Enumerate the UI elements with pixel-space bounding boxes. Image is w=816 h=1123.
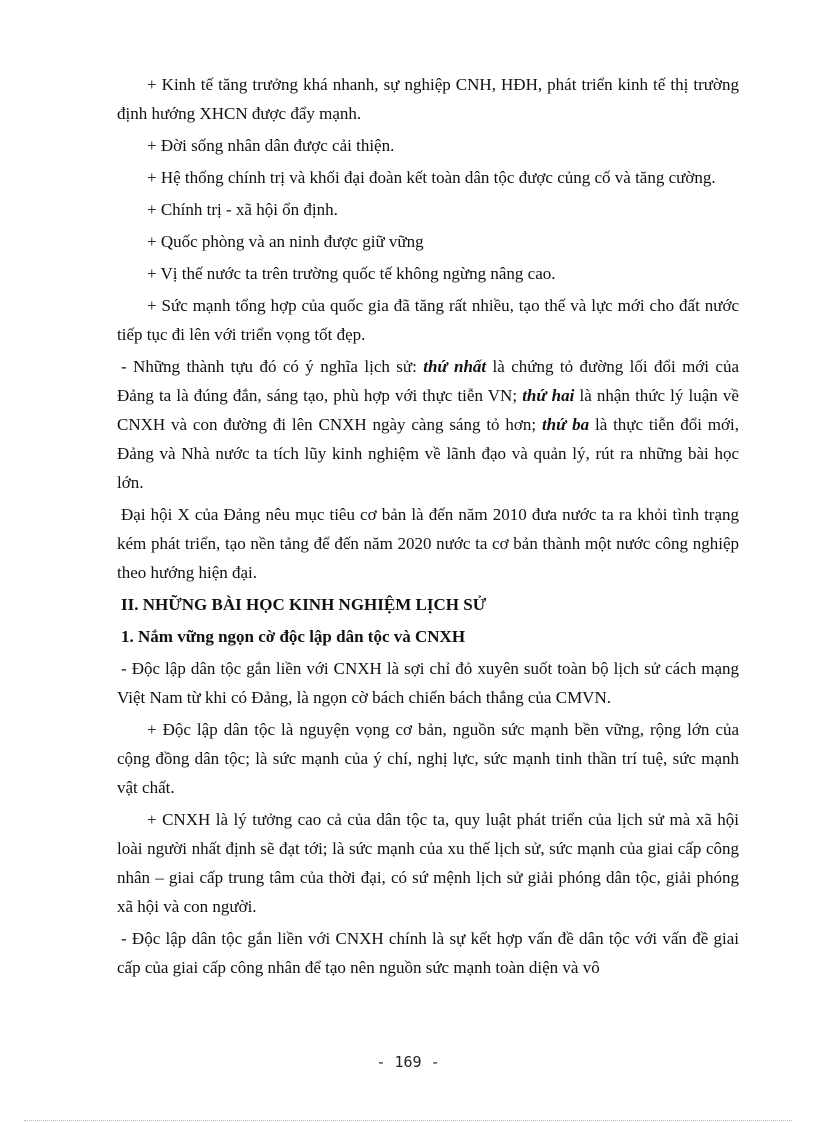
list-item: + Đời sống nhân dân được cải thiện. bbox=[147, 136, 395, 155]
body-paragraph: - Độc lập dân tộc gắn liền với CNXH chính là sự kết hợp vấn đề dân tộc với vấn đề giai cấp của giai cấp công nhân để tạo nên nguồn sức mạnh toàn diện và vô bbox=[117, 929, 739, 977]
list-item: + Sức mạnh tổng hợp của quốc gia đã tăng rất nhiều, tạo thế và lực mới cho đất nước tiếp tục đi lên với triển vọng tốt đẹp. bbox=[117, 296, 739, 344]
list-item: + Chính trị - xã hội ổn định. bbox=[147, 200, 338, 219]
emphasis-third: thứ ba bbox=[541, 415, 590, 434]
body-paragraph: - Độc lập dân tộc gắn liền với CNXH là sợi chỉ đỏ xuyên suốt toàn bộ lịch sử cách mạng Việt Nam từ khi có Đảng, là ngọn cờ bách chiến bách thắng của CMVN. bbox=[117, 659, 739, 707]
subsection-heading: 1. Nắm vững ngọn cờ độc lập dân tộc và CNXH bbox=[121, 627, 466, 646]
list-item: + Hệ thống chính trị và khối đại đoàn kết toàn dân tộc được củng cố và tăng cường. bbox=[147, 168, 716, 187]
achievements-text-2: là nhận thức lý luận về CNXH và con đường đi lên CNXH ngày càng sáng tỏ hơn; bbox=[117, 386, 739, 434]
page-number: - 169 - bbox=[376, 1053, 440, 1071]
emphasis-first: thứ nhất bbox=[423, 357, 487, 376]
page-content bbox=[117, 70, 739, 985]
section-heading: II. NHỮNG BÀI HỌC KINH NGHIỆM LỊCH SỬ bbox=[121, 595, 487, 614]
list-item: + Vị thế nước ta trên trường quốc tế không ngừng nâng cao. bbox=[147, 264, 556, 283]
footer-divider bbox=[24, 1120, 792, 1121]
list-item: + Kinh tế tăng trưởng khá nhanh, sự nghiệp CNH, HĐH, phát triển kinh tế thị trường định hướng XHCN được đẩy mạnh. bbox=[117, 75, 739, 123]
body-paragraph: + Độc lập dân tộc là nguyện vọng cơ bản, nguồn sức mạnh bền vững, rộng lớn của cộng đồng dân tộc; là sức mạnh của ý chí, nghị lực, sức mạnh tinh thần trí tuệ, sức mạnh vật chất. bbox=[117, 720, 739, 797]
achievements-text-1: là chứng tỏ đường lối đổi mới của Đảng ta là đúng đắn, sáng tạo, phù hợp với thực tiễn VN; bbox=[117, 357, 740, 405]
body-paragraph: + CNXH là lý tưởng cao cả của dân tộc ta, quy luật phát triển của lịch sử mà xã hội loài người nhất định sẽ đạt tới; là sức mạnh của xu thế lịch sử, sức mạnh của giai cấp công nhân – giai cấp trung tâm của thời đại, có sứ mệnh lịch sử giải phóng dân tộc, giải phóng xã hội và con người. bbox=[117, 810, 739, 916]
congress-paragraph: Đại hội X của Đảng nêu mục tiêu cơ bản là đến năm 2010 đưa nước ta ra khỏi tình trạng kém phát triển, tạo nền tảng để đến năm 2020 nước ta cơ bản thành một nước công nghiệp theo hướng hiện đại. bbox=[117, 505, 739, 582]
achievements-text-3: là thực tiễn đổi mới, Đảng và Nhà nước ta tích lũy kinh nghiệm về lãnh đạo và quản lý, rút ra những bài học lớn. bbox=[117, 415, 739, 492]
emphasis-second: thứ hai bbox=[522, 386, 575, 405]
achievements-paragraph bbox=[117, 352, 739, 497]
achievements-intro: - Những thành tựu đó có ý nghĩa lịch sử: bbox=[121, 357, 424, 376]
list-item: + Quốc phòng và an ninh được giữ vững bbox=[147, 232, 424, 251]
